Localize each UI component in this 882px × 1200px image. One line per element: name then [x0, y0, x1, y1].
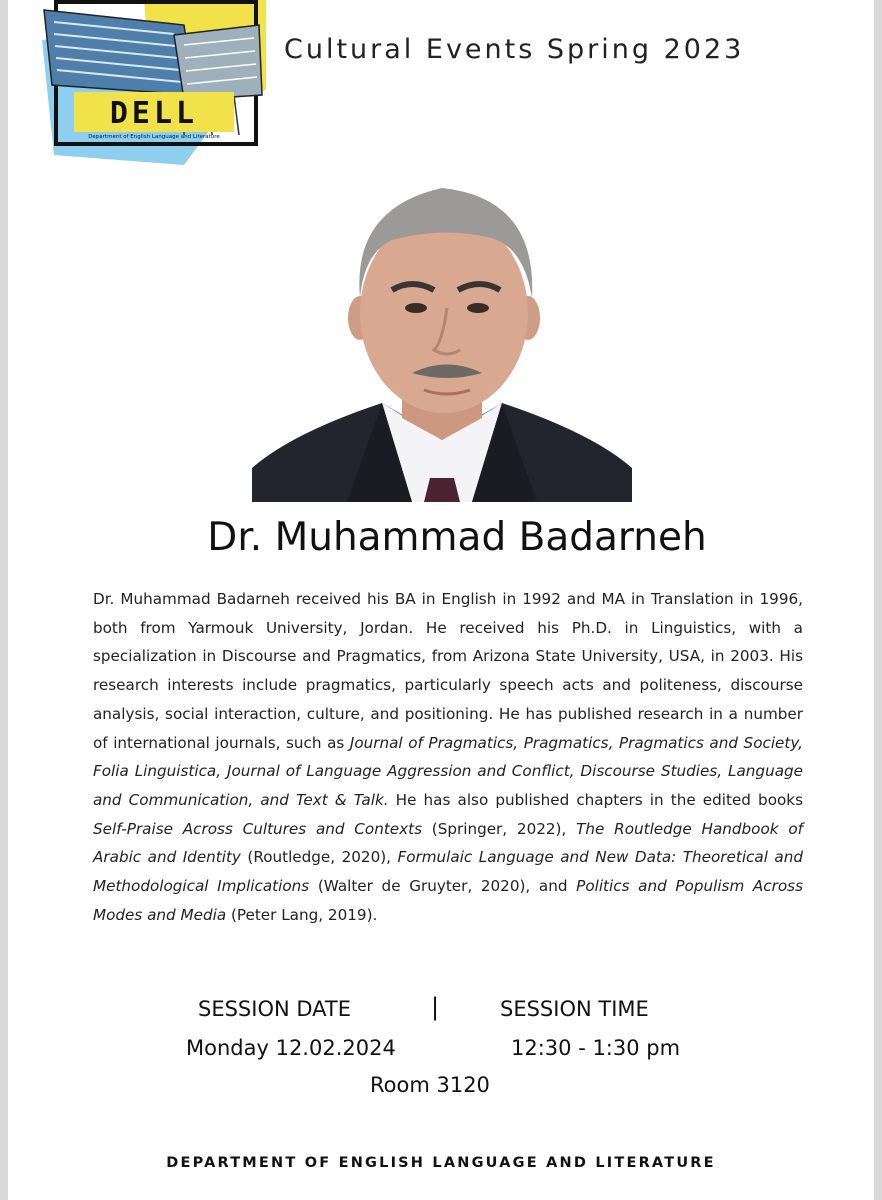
speaker-photo [252, 178, 632, 502]
department-footer: DEPARTMENT OF ENGLISH LANGUAGE AND LITERATURE [166, 1155, 716, 1171]
session-divider: | [431, 993, 440, 1021]
logo-text: DELL [109, 96, 199, 131]
bio-text-segment: (Walter de Gruyter, 2020), and [309, 877, 577, 896]
bio-title-segment: The Routledge Handbook of Arabic and Identity [93, 819, 803, 867]
speaker-bio [93, 585, 803, 929]
session-time: 12:30 - 1:30 pm [511, 1036, 681, 1060]
session-date-label: SESSION DATE [198, 997, 351, 1021]
session-time-label: SESSION TIME [500, 997, 649, 1021]
event-series-title: Cultural Events Spring 2023 [284, 34, 745, 65]
dell-logo [34, 0, 266, 170]
bio-text-segment: He has also published chapters in the edited books [388, 790, 803, 809]
bio-title-segment: Journal of Pragmatics, Pragmatics, Pragmatics and Society, Folia Linguistica, Journal of Language Aggression and Conflict, Discourse Studies, Language and Communication, and Text & Talk. [93, 733, 803, 809]
session-room: Room 3120 [370, 1073, 490, 1097]
bio-text-segment: (Routledge, 2020), [240, 848, 398, 867]
logo-subtext: Department of English Language and Literature [88, 134, 220, 140]
bio-text-segment: (Springer, 2022), [421, 819, 577, 838]
bio-text-segment: Dr. Muhammad Badarneh received his BA in English in 1992 and MA in Translation in 1996, both from Yarmouk University, Jordan. He received his Ph.D. in Linguistics, with a specialization in Discourse and Pragmatics, from Arizona State University, USA, in 2003. His research interests include pragmatics, particularly speech acts and politeness, discourse analysis, social interaction, culture, and positioning. He has published research in a number of international journals, such as [93, 590, 803, 752]
speaker-name: Dr. Muhammad Badarneh [207, 515, 707, 560]
bio-title-segment: Formulaic Language and New Data: Theoretical and Methodological Implications [93, 848, 803, 896]
bio-title-segment: Politics and Populism Across Modes and Media [93, 877, 804, 924]
session-date: Monday 12.02.2024 [186, 1036, 396, 1060]
flyer-page [8, 0, 874, 1200]
bio-text-segment: (Peter Lang, 2019). [226, 905, 378, 924]
bio-title-segment: Self-Praise Across Cultures and Contexts [93, 819, 422, 838]
